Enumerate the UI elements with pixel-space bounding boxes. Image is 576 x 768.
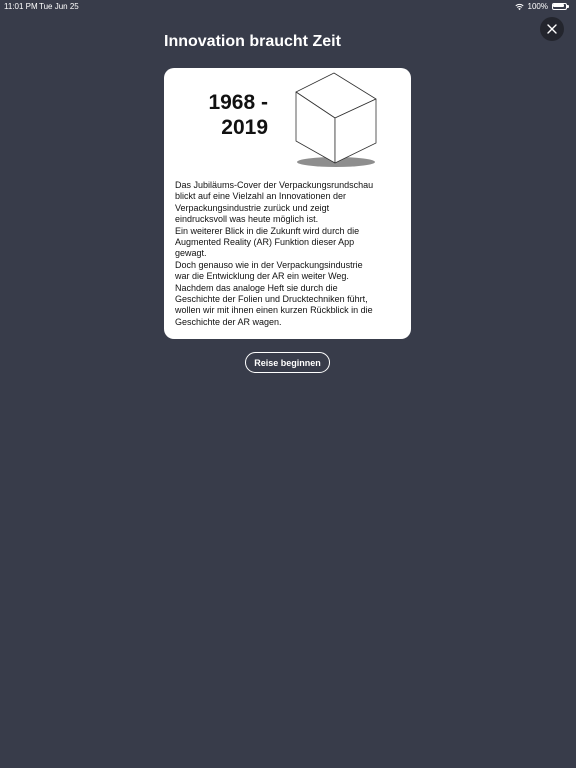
status-date: Tue Jun 25: [39, 2, 79, 11]
description-line: Ein weiterer Blick in die Zukunft wird durch die: [175, 225, 360, 236]
description-line: gewagt.: [175, 248, 207, 259]
description-line: wollen wir mit ihnen einen kurzen Rückblick in die: [175, 305, 373, 316]
wifi-icon: [515, 3, 524, 11]
description-line: war die Entwicklung der AR ein weiter Weg.: [175, 271, 349, 282]
description-line: Das Jubiläums-Cover der Verpackungsrundschau: [175, 180, 374, 190]
cube-icon: [294, 71, 379, 168]
page-title: Innovation braucht Zeit: [164, 33, 341, 50]
description-line: Doch genauso wie in der Verpackungsindustrie: [175, 259, 363, 270]
description-line: Nachdem das analoge Heft sie durch die: [175, 282, 338, 293]
battery-percentage: 100%: [527, 2, 548, 11]
close-button[interactable]: [540, 17, 564, 41]
description-line: Geschichte der Folien und Drucktechniken führt,: [175, 294, 368, 305]
status-time: 11:01 PM: [4, 2, 38, 11]
year-range-end: 2019: [221, 116, 268, 139]
battery-icon: [552, 3, 570, 11]
status-indicators: [515, 1, 570, 13]
card-description: [175, 180, 407, 328]
description-line: blickt auf eine Vielzahl an Innovationen der: [175, 191, 346, 202]
info-card: [164, 68, 411, 339]
description-line: eindrucksvoll was heute möglich ist.: [175, 214, 319, 225]
year-range: [196, 90, 268, 140]
description-line: Verpackungsindustrie zurück und zeigt: [175, 202, 330, 213]
start-journey-button[interactable]: Reise beginnen: [245, 352, 330, 373]
description-line: Augmented Reality (AR) Funktion dieser App: [175, 237, 355, 248]
close-icon: [547, 24, 557, 34]
description-line: Geschichte der AR wagen.: [175, 316, 282, 327]
year-range-start: 1968 -: [208, 91, 268, 114]
status-bar: [0, 0, 576, 14]
